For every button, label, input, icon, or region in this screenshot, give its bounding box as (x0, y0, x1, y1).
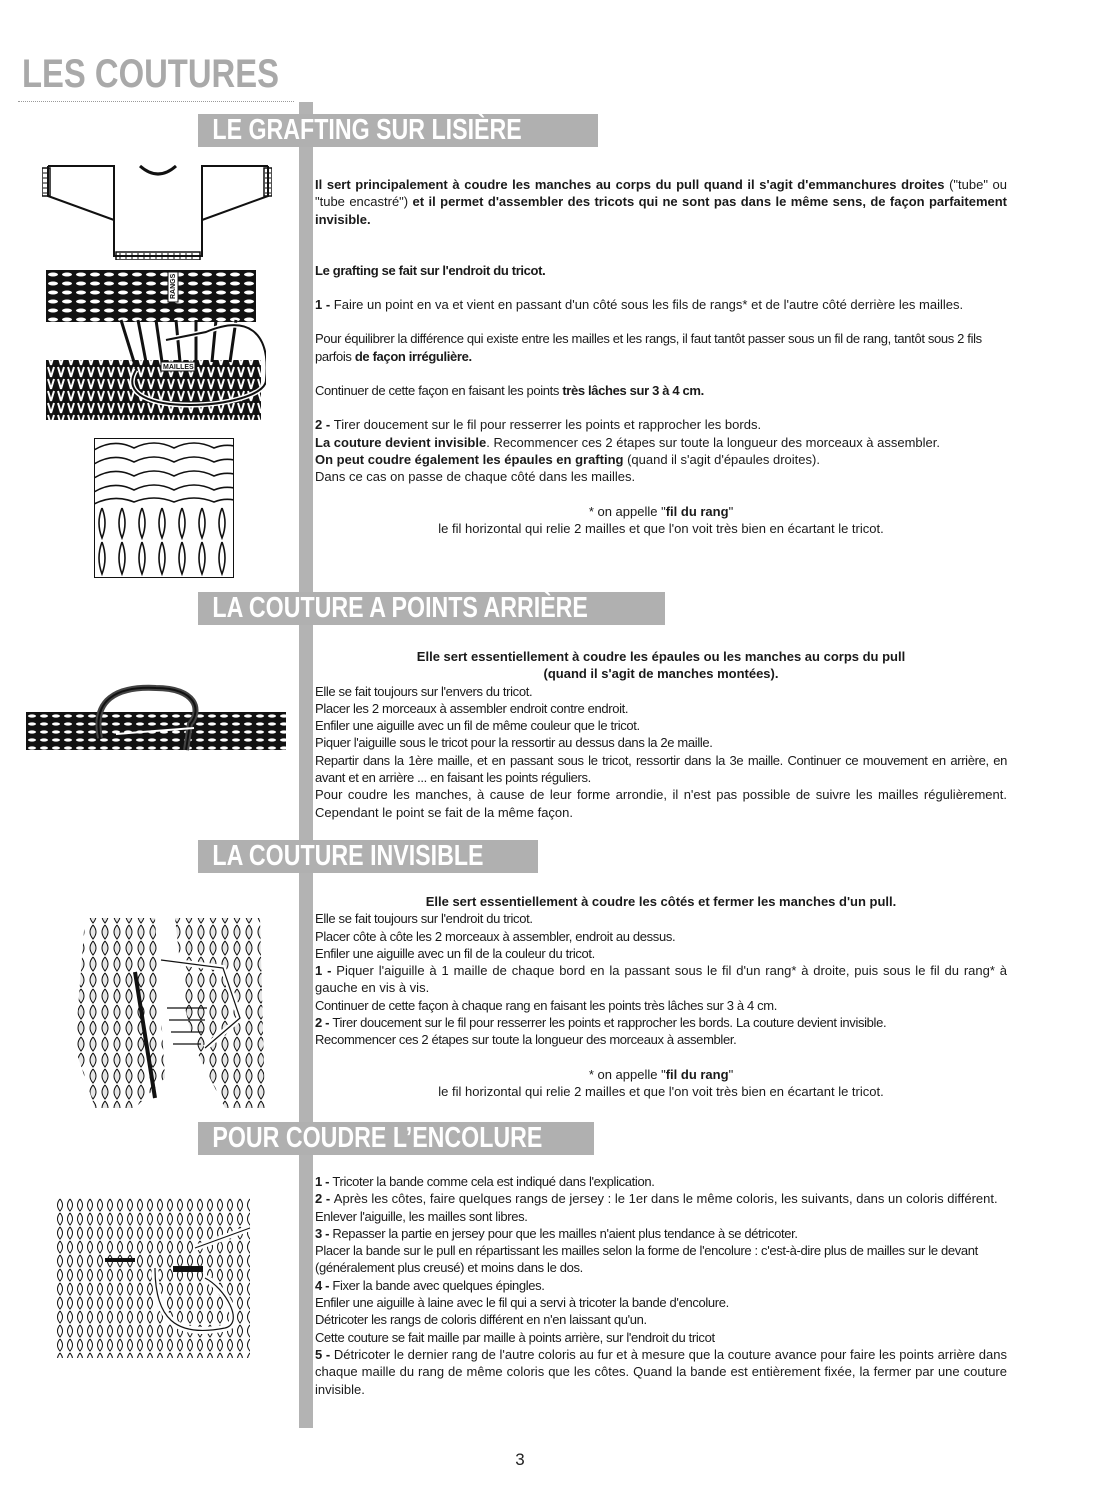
step-text: Piquer l'aiguille à 1 maille de chaque bord en la passant sous le fil d'un rang* à droite, puis sous le fil du rang* à gauche en vis à vis. (315, 963, 1007, 996)
step-number: 3 - (315, 1225, 333, 1241)
backstitch-text (315, 648, 1007, 821)
invisible-seam-illustration (75, 908, 265, 1108)
label-mailles: MAILLES (163, 364, 194, 371)
grafting-step-1 (315, 296, 1007, 313)
note-suffix: " (728, 503, 734, 519)
grafting-note-line-2: le fil horizontal qui relie 2 mailles et que l'on voit très bien en écartant le tricot. (438, 520, 884, 536)
backstitch-intro-2: (quand il s'agit de manches montées). (543, 666, 779, 682)
invisible-note-line-2: le fil horizontal qui relie 2 mailles et que l'on voit très bien en écartant le tricot. (438, 1083, 884, 1099)
step-number: 5 - (315, 1346, 334, 1362)
label-rangs: RANGS (170, 273, 177, 299)
step-text: Tricoter la bande comme cela est indiqué dans l'explication. (332, 1174, 655, 1189)
step-number: 2 - (315, 1015, 333, 1031)
neckline-remove: Enlever l'aiguille, les mailles sont libres. (315, 1208, 528, 1224)
neckline-step-5 (315, 1346, 1007, 1398)
stitch-diagram-illustration (94, 438, 234, 578)
shoulders-text: (quand il s'agit d'épaules droites). (623, 451, 820, 467)
section-heading-neckline (198, 1122, 594, 1155)
step-text: Tirer doucement sur le fil pour resserrer les points et rapprocher les bords. La couture devient invisible. (332, 1015, 887, 1031)
neckline-step-3 (315, 1225, 1007, 1242)
page-title: LES COUTURES (22, 52, 279, 96)
balance-text: Pour équilibrer la différence qui existe entre les mailles et les rangs, il faut tantôt passer sous un fil de rang, tantôt sous 2 fils parfois (315, 331, 982, 364)
section-heading-invisible (198, 840, 538, 873)
heading-text: LE GRAFTING SUR LISIÈRE (212, 114, 522, 146)
step-text: Repasser la partie en jersey pour que les mailles n'aient plus tendance à se détricoter. (332, 1225, 798, 1241)
neckline-place: Placer la bande sur le pull en répartissant les mailles selon la forme de l'encolure : c'est-à-dire plus de mailles sur le devant (généralement plus creusé) et moins dans le dos. (315, 1243, 978, 1276)
intro-bold: Il sert principalement à coudre les manches au corps du pull quand il s'agit d'emmanchures droites (315, 177, 945, 192)
section-heading-backstitch (198, 592, 665, 625)
invisible-text (315, 893, 1007, 1100)
step-number: 1 - (315, 297, 334, 313)
invisible-line: Elle se fait toujours sur l'endroit du tricot. (315, 911, 533, 927)
step-text: Détricoter le dernier rang de l'autre coloris au fur et à mesure que la couture avance pour faire les points arrière dans chaque maille du rang de même coloris que les côtes. Quand la bande est entièrement fixée, la fermer par une couture invisible. (315, 1346, 1007, 1397)
invisible-line: Placer côte à côte les 2 morceaux à assembler, endroit au dessus. (315, 928, 676, 944)
step-text: Tirer doucement sur le fil pour resserrer les points et rapprocher les bords. (333, 417, 762, 433)
section-heading-grafting (198, 114, 598, 147)
intro-bold-2: et il permet d'assembler des tricots qui ne sont pas dans le même sens, de façon parfaitement invisible. (315, 194, 1008, 227)
grafting-knit-illustration (46, 270, 266, 425)
step-number: 1 - (315, 1174, 333, 1189)
step-text: Fixer la bande avec quelques épingles. (332, 1277, 545, 1293)
grafting-balance (315, 330, 1007, 365)
backstitch-illustration (26, 680, 286, 755)
grafting-continue (315, 382, 1007, 399)
invisible-repeat: Recommencer ces 2 étapes sur toute la longueur des morceaux à assembler. (315, 1032, 737, 1048)
neckline-thread: Enfiler une aiguille à laine avec le fil qui a servi à tricoter la bande d'encolure. (315, 1295, 729, 1311)
neckline-backstitch: Cette couture se fait maille par maille à points arrière, sur l'endroit du tricot (315, 1329, 715, 1345)
note-bold: fil du rang (665, 1066, 729, 1082)
step-number: 4 - (315, 1277, 333, 1293)
shoulders-bold: On peut coudre également les épaules en grafting (315, 451, 624, 467)
backstitch-intro-1: Elle sert essentiellement à coudre les épaules ou les manches au corps du pull (416, 649, 906, 664)
sweater-illustration (42, 160, 272, 260)
invisible-intro: Elle sert essentiellement à coudre les côtés et fermer les manches d'un pull. (425, 894, 897, 909)
heading-text: LA COUTURE INVISIBLE (212, 840, 484, 872)
neckline-unravel: Détricoter les rangs de coloris différent en n'en laissant qu'un. (315, 1312, 647, 1328)
page-number: 3 (515, 1450, 525, 1469)
note-suffix: " (728, 1066, 734, 1082)
invisible-note-line-1 (315, 1066, 1007, 1083)
grafting-intro (315, 176, 1007, 228)
invisible-step-2 (315, 1014, 1007, 1031)
step-number: 2 - (315, 417, 334, 433)
balance-bold: de façon irrégulière. (354, 348, 472, 364)
continue-bold: très lâches sur 3 à 4 cm. (562, 383, 704, 399)
step-text: Faire un point en va et vient en passant d'un côté sous les fils de rangs* et de l'autre côté derrière les mailles. (333, 297, 964, 313)
invisible-line: Enfiler une aiguille avec un fil de la couleur du tricot. (315, 945, 595, 961)
backstitch-line: Repartir dans la 1ère maille, et en passant sous le tricot, ressortir dans la 3e maille. Continuer ce mouvement en arrière, en avant et en arrière ... en faisant les points réguliers. (315, 752, 1007, 786)
invisible-continue: Continuer de cette façon à chaque rang en faisant les points très lâches sur 3 à 4 cm. (315, 997, 778, 1013)
neckline-text (315, 1173, 1007, 1398)
note-bold: fil du rang (665, 503, 729, 519)
neckline-step-2 (315, 1190, 1007, 1207)
backstitch-line: Enfiler une aiguille avec un fil de même couleur que le tricot. (315, 718, 640, 734)
note-prefix: * on appelle " (588, 1066, 666, 1082)
step-text: Après les côtes, faire quelques rangs de jersey : le 1er dans le même coloris, les suivants, dans un coloris différent. (333, 1191, 998, 1207)
neckline-step-4 (315, 1277, 1007, 1294)
grafting-note-line-1 (315, 503, 1007, 520)
backstitch-line: Piquer l'aiguille sous le tricot pour la ressortir au dessus dans la 2e maille. (315, 735, 713, 751)
step-number: 1 - (315, 963, 337, 979)
backstitch-line: Elle se fait toujours sur l'envers du tricot. (315, 683, 533, 699)
invisible-step-1 (315, 962, 1007, 997)
continue-text: Continuer de cette façon en faisant les points (315, 383, 563, 399)
grafting-step-2 (315, 416, 1007, 433)
heading-text: POUR COUDRE L’ENCOLURE (212, 1122, 543, 1154)
title-divider (18, 101, 294, 102)
grafting-mailles: Dans ce cas on passe de chaque côté dans les mailles. (315, 469, 636, 485)
grafting-text (315, 176, 1007, 537)
step-number: 2 - (315, 1191, 334, 1207)
neckline-illustration (55, 1198, 255, 1363)
grafting-shoulders (315, 451, 1007, 468)
neckline-step-1 (315, 1173, 1007, 1190)
vertical-gray-bar (299, 102, 313, 1428)
invisible-text: . Recommencer ces 2 étapes sur toute la longueur des morceaux à assembler. (486, 434, 941, 450)
intro-normal: ("tube" ou "tube encastré") (315, 177, 1008, 210)
invisible-bold: La couture devient invisible (315, 434, 487, 450)
backstitch-line: Pour coudre les manches, à cause de leur forme arrondie, il n'est pas possible de suivre les mailles régulièrement. Cependant le point se fait de la même façon. (315, 787, 1007, 820)
grafting-invisible (315, 434, 1007, 451)
grafting-lead: Le grafting se fait sur l'endroit du tricot. (315, 262, 546, 278)
heading-text: LA COUTURE A POINTS ARRIÈRE (212, 592, 588, 624)
backstitch-line: Placer les 2 morceaux à assembler endroit contre endroit. (315, 700, 629, 716)
note-prefix: * on appelle " (588, 503, 666, 519)
